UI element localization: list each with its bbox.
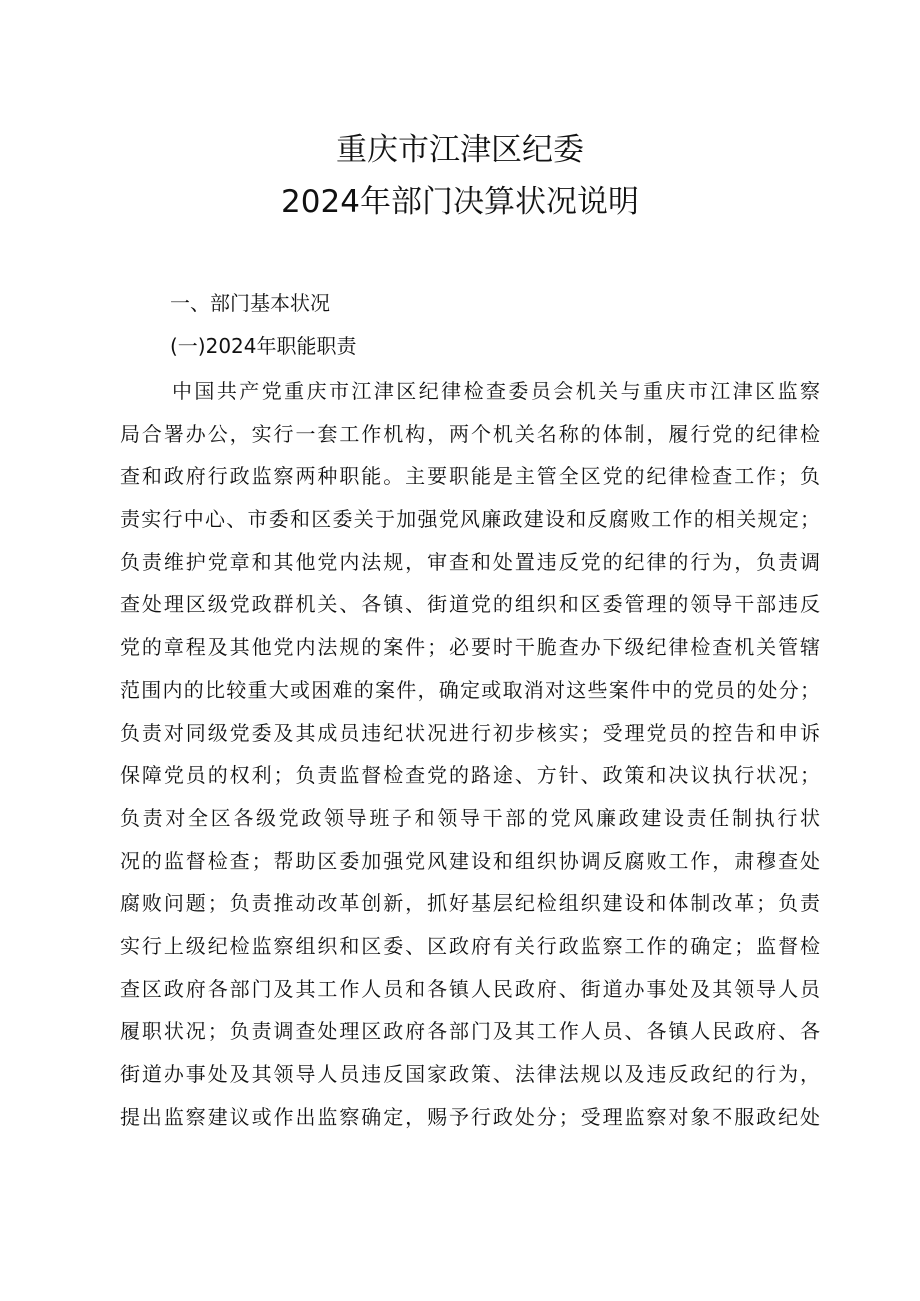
body-paragraph	[120, 370, 820, 1138]
body-line: 查区政府各部门及其工作人员和各镇人民政府、街道办事处及其领导人员	[120, 976, 820, 1001]
body-line: 提出监察建议或作出监察确定，赐予行政处分；受理监察对象不服政纪处	[120, 1104, 820, 1129]
body-line: 保障党员的权利；负责监督检查党的路途、方针、政策和决议执行状况；	[120, 763, 820, 788]
body-line: 履职状况；负责调查处理区政府各部门及其工作人员、各镇人民政府、各	[120, 1019, 820, 1044]
body-line: 范围内的比较重大或困难的案件，确定或取消对这些案件中的党员的处分；	[120, 677, 820, 702]
title-line-2: 2024年部门决算状况说明	[281, 184, 639, 220]
body-line: 责实行中心、市委和区委关于加强党风廉政建设和反腐败工作的相关规定；	[120, 507, 820, 532]
body-line: 腐败问题；负责推动改革创新，抓好基层纪检组织建设和体制改革；负责	[120, 891, 820, 916]
body-line: 查和政府行政监察两种职能。主要职能是主管全区党的纪律检查工作；负	[120, 464, 820, 489]
body-line: 中国共产党重庆市江津区纪律检查委员会机关与重庆市江津区监察	[172, 379, 820, 403]
body-line: 局合署办公，实行一套工作机构，两个机关名称的体制，履行党的纪律检	[120, 421, 820, 446]
body-line: 街道办事处及其领导人员违反国家政策、法律法规以及违反政纪的行为，	[120, 1062, 820, 1086]
body-line: 负责对全区各级党政领导班子和领导干部的党风廉政建设责任制执行状	[120, 805, 820, 830]
section-heading: 一、部门基本状况	[170, 291, 330, 315]
body-line: 党的章程及其他党内法规的案件；必要时干脆查办下级纪律检查机关管辖	[120, 635, 820, 660]
document-title	[0, 124, 920, 228]
body-line: 查处理区级党政群机关、各镇、街道党的组织和区委管理的领导干部违反	[120, 592, 820, 617]
subsection-heading: (一)2024年职能职责	[170, 334, 357, 358]
body-line: 况的监督检查；帮助区委加强党风建设和组织协调反腐败工作，肃穆查处	[120, 848, 820, 873]
title-line-1: 重庆市江津区纪委	[336, 132, 584, 168]
body-line: 负责对同级党委及其成员违纪状况进行初步核实；受理党员的控告和申诉	[120, 720, 820, 745]
body-line: 实行上级纪检监察组织和区委、区政府有关行政监察工作的确定；监督检	[120, 933, 820, 958]
body-line: 负责维护党章和其他党内法规，审查和处置违反党的纪律的行为，负责调	[120, 549, 820, 574]
